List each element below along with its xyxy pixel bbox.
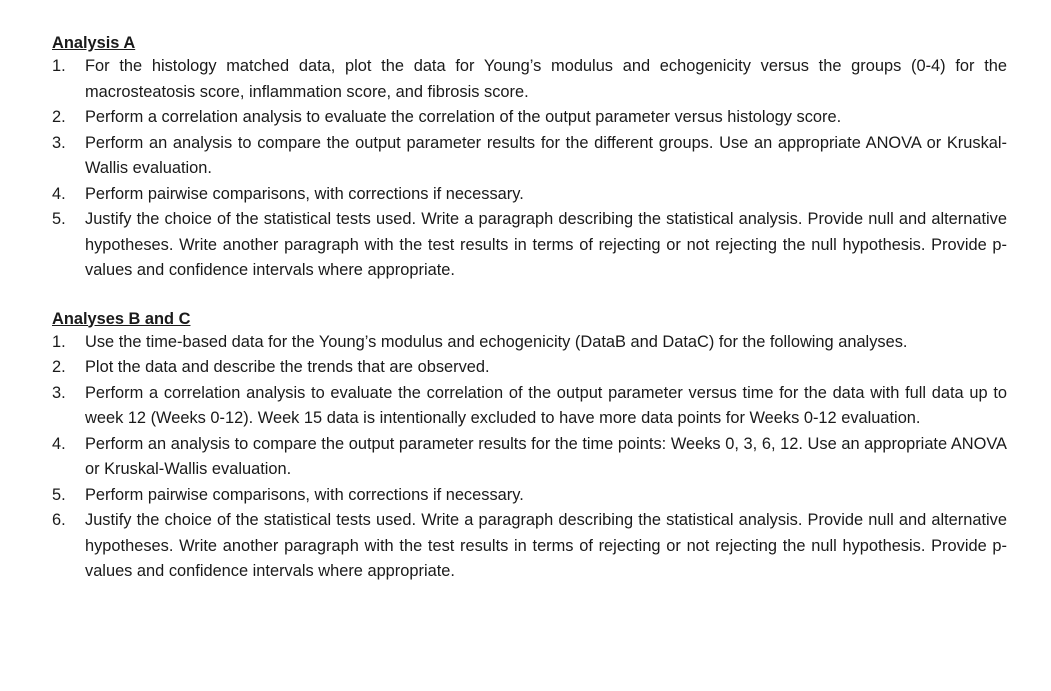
list-item-number: 4. <box>52 434 66 453</box>
list-item-text: Perform a correlation analysis to evaluate the correlation of the output parameter versus time for the data with full data up to week 12 (Weeks 0-12). Week 15 data is intentionally excluded to have more data points for Weeks 0-12 evaluation. <box>85 383 1007 427</box>
list-item-text: Perform an analysis to compare the output parameter results for the time points: Weeks 0, 3, 6, 12. Use an appropriate ANOVA or Kruskal-Wallis evaluation. <box>85 434 1007 478</box>
list-item <box>52 54 1007 105</box>
section-heading-analyses-b-and-c: Analyses B and C <box>52 309 191 328</box>
list-item-number: 4. <box>52 184 66 203</box>
analyses-bc-list <box>52 330 1007 585</box>
list-item-number: 2. <box>52 108 66 126</box>
section-heading-analysis-a: Analysis A <box>52 34 136 52</box>
analysis-a-list <box>52 54 1007 284</box>
section-analyses-b-and-c <box>52 308 1007 585</box>
list-item <box>52 381 1007 432</box>
list-item-text: Justify the choice of the statistical tests used. Write a paragraph describing the statistical analysis. Provide null and alternative hypotheses. Write another paragraph with the test results in terms of rejecting or not rejecting the null hypothesis. Provide p-values and confidence intervals where appropriate. <box>85 210 1007 279</box>
list-item-text: For the histology matched data, plot the data for Young’s modulus and echogenicity versus the groups (0-4) for the macrosteatosis score, inflammation score, and fibrosis score. <box>85 57 1007 101</box>
list-item <box>52 355 1007 381</box>
list-item-number: 3. <box>52 133 66 152</box>
list-item-text: Perform pairwise comparisons, with corrections if necessary. <box>85 184 524 203</box>
list-item-text: Plot the data and describe the trends that are observed. <box>85 358 490 376</box>
list-item-text: Perform a correlation analysis to evaluate the correlation of the output parameter versus histology score. <box>85 108 842 126</box>
list-item-number: 5. <box>52 485 66 504</box>
list-item-text: Perform an analysis to compare the output parameter results for the different groups. Use an appropriate ANOVA or Kruskal-Wallis evaluation. <box>85 133 1007 177</box>
list-item <box>52 131 1007 182</box>
list-item-number: 1. <box>52 57 66 75</box>
list-item-text: Perform pairwise comparisons, with corrections if necessary. <box>85 485 524 504</box>
document-body <box>52 32 1007 585</box>
list-item <box>52 508 1007 585</box>
list-item <box>52 483 1007 509</box>
list-item-number: 1. <box>52 332 66 351</box>
list-item <box>52 330 1007 356</box>
list-item-number: 6. <box>52 511 66 529</box>
list-item <box>52 182 1007 208</box>
list-item-text: Justify the choice of the statistical tests used. Write a paragraph describing the statistical analysis. Provide null and alternative hypotheses. Write another paragraph with the test results in terms of rejecting or not rejecting the null hypothesis. Provide p-values and confidence intervals where appropriate. <box>85 511 1007 580</box>
list-item-number: 5. <box>52 210 66 228</box>
list-item-number: 2. <box>52 358 66 376</box>
list-item <box>52 432 1007 483</box>
list-item-number: 3. <box>52 383 66 402</box>
list-item-text: Use the time-based data for the Young’s modulus and echogenicity (DataB and DataC) for the following analyses. <box>85 332 908 351</box>
list-item <box>52 207 1007 284</box>
section-analysis-a <box>52 32 1007 284</box>
list-item <box>52 105 1007 131</box>
